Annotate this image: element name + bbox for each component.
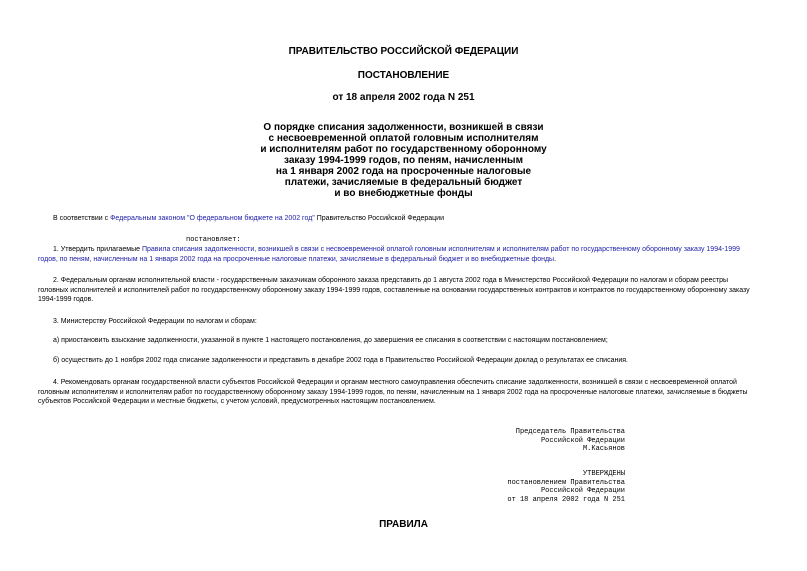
federal-law-link[interactable]: Федеральным законом "О федеральном бюджете на 2002 год" [110, 215, 315, 222]
paragraph-3a: а) приостановить взыскание задолженности, указанной в пункте 1 настоящего постановления, до завершения ее списания в соответствии с настоящим постановлением; [53, 337, 608, 344]
subject-line: и исполнителям работ по государственному оборонному [260, 144, 547, 155]
subject-line: на 1 января 2002 года на просроченные налоговые [275, 166, 532, 177]
paragraph-3b: б) осуществить до 1 ноября 2002 года списание задолженности и представить в декабре 2002 года в Правительство Российской Федерации доклад о результатах ее списания. [53, 357, 628, 364]
approval-line: УТВЕРЖДЕНЫ [582, 470, 625, 478]
decree-word: постановляет: [186, 236, 241, 244]
approval-line: Российской Федерации [540, 487, 625, 495]
signature-line: М.Касьянов [582, 445, 625, 453]
date-number-heading: от 18 апреля 2002 года N 251 [332, 92, 475, 103]
approval-line: постановлением Правительства [507, 478, 625, 487]
rules-link-continued[interactable]: годов, по пеням, начисленным на 1 января 2002 года на просроченные налоговые платежи, зачисляемые в федеральный бюджет и во внебюджетные фонды [38, 255, 555, 263]
paragraph-4-line: 4. Рекомендовать органам государственной власти субъектов Российской Федерации и органам местного самоуправления обеспечить списание задолженности, возникшей в связи с несвоевременной оплатой [53, 379, 737, 386]
paragraph-1-end: . [554, 255, 557, 263]
approval-block [507, 470, 625, 504]
subject-line: платежи, зачисляемые в федеральный бюджет [284, 177, 523, 188]
subject-line: и во внебюджетные фонды [334, 188, 473, 199]
subject-title [0, 122, 807, 199]
document-type-heading: ПОСТАНОВЛЕНИЕ [357, 70, 450, 81]
paragraph-4-line: субъектов Российской Федерации и местные бюджеты, с учетом условий, предусмотренных настоящим постановлением. [38, 398, 436, 405]
paragraph-1 [38, 245, 769, 264]
paragraph-4-line: головным исполнителям и исполнителям работ по государственному оборонному заказу 1994-1999 годов, по пеням, начисленным на 1 января 2002 года на просроченные налоговые платежи, зачисляемые в бюджеты [38, 388, 748, 396]
approval-line: от 18 апреля 2002 года N 251 [507, 495, 625, 504]
rules-title: ПРАВИЛА [379, 519, 428, 530]
preamble-text-end: Правительство Российской Федерации [314, 215, 444, 222]
subject-line: с несвоевременной оплатой головным исполнителям [268, 133, 539, 144]
paragraph-2-line: 1994-1999 годов. [38, 296, 94, 303]
paragraph-2 [38, 276, 769, 305]
subject-line: О порядке списания задолженности, возникшей в связи [263, 122, 544, 133]
signature-line: Российской Федерации [540, 436, 625, 445]
paragraph-2-line: головных исполнителей и исполнителей работ по государственному оборонному заказу 1994-1999 годов, составленные на основании государственных контрактов и контрактов по государственному оборонному заказу [38, 286, 750, 294]
paragraph-2-line: 2. Федеральным органам исполнительной власти - государственным заказчикам оборонного заказа представить до 1 августа 2002 года в Министерство Российской Федерации по налогам и сборам реестры [53, 277, 729, 284]
subject-line: заказу 1994-1999 годов, по пеням, начисленным [284, 155, 523, 166]
signature-line: Председатель Правительства [515, 428, 625, 436]
government-heading: ПРАВИТЕЛЬСТВО РОССИЙСКОЙ ФЕДЕРАЦИИ [288, 46, 519, 57]
signature-block [516, 428, 625, 454]
paragraph-3: 3. Министерству Российской Федерации по налогам и сборам: [53, 318, 257, 325]
preamble-text: В соответствии с [53, 215, 111, 222]
preamble [53, 214, 784, 224]
rules-link[interactable]: Правила списания задолженности, возникшей в связи с несвоевременной оплатой головным исполнителям и исполнителям работ по государственному оборонному заказу 1994-1999 [141, 246, 740, 253]
paragraph-1-text: 1. Утвердить прилагаемые [53, 246, 142, 253]
paragraph-4 [38, 378, 769, 407]
